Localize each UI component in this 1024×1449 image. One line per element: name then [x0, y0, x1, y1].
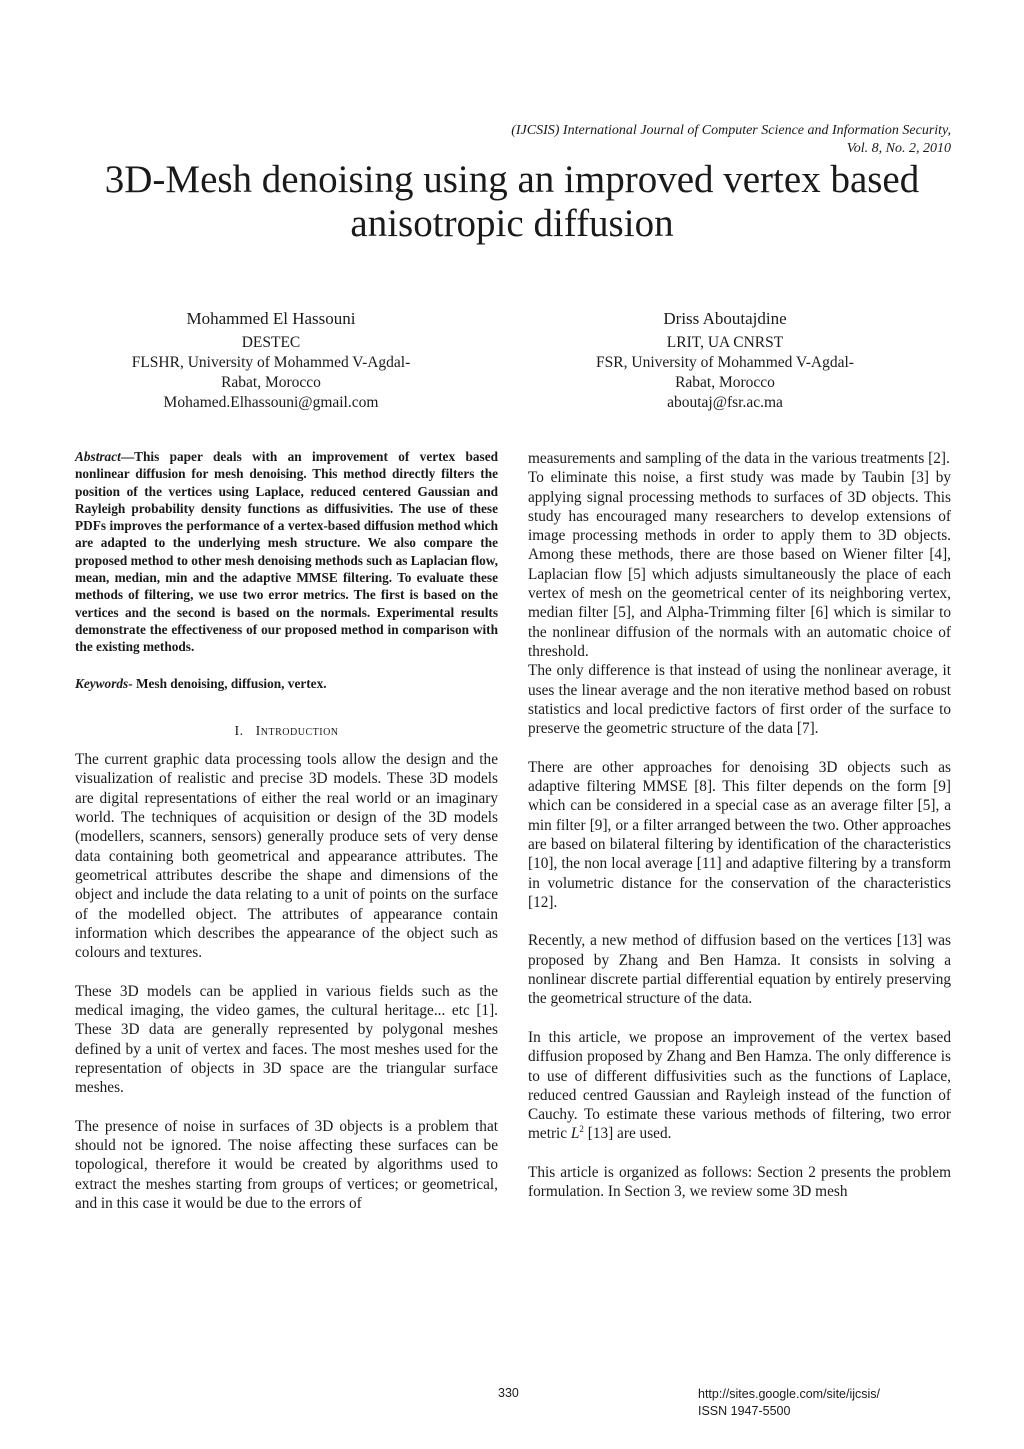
abstract-label: Abstract	[75, 449, 121, 464]
journal-url[interactable]: http://sites.google.com/site/ijcsis/	[698, 1387, 881, 1401]
paragraph-text: [13] are used.	[583, 1125, 672, 1143]
abstract-text: —This paper deals with an improvement of vertex based nonlinear diffusion for mesh denoising. This method directly filters the position of the vertices using Laplace, reduced centered Gaussian and Rayleigh probability density functions as diffusivities. The use of these PDFs improves the performance of a vertex-based diffusion method which are adapted to the underlying mesh structure. We also compare the proposed method to other mesh denoising methods such as Laplacian flow, mean, median, min and the adaptive MMSE filtering. To evaluate these methods of filtering, we use two error metrics. The first is based on the vertices and the second is based on the normals. Experimental results demonstrate the effectiveness of our proposed method in comparison with the existing methods.	[75, 449, 498, 655]
author-location: Rabat, Morocco	[221, 374, 321, 391]
section-heading-introduction	[75, 722, 498, 741]
paragraph: This article is organized as follows: Section 2 presents the problem formulation. In Section 3, we review some 3D mesh	[528, 1163, 951, 1201]
author-affiliation: FLSHR, University of Mohammed V-Agdal-	[131, 354, 411, 371]
paragraph	[528, 1028, 951, 1144]
paper-title-line2: anisotropic diffusion	[350, 202, 674, 245]
author-name: Mohammed El Hassouni	[186, 309, 356, 328]
author-location: Rabat, Morocco	[675, 374, 775, 391]
paragraph: Recently, a new method of diffusion based on the vertices [13] was proposed by Zhang and Ben Hamza. It consists in solving a nonlinear discrete partial differential equation by entirely preserving the geometrical structure of the data.	[528, 932, 951, 1008]
paragraph: There are other approaches for denoising 3D objects such as adaptive filtering MMSE [8]. This filter depends on the form [9] which can be considered in a special case as an average filter [5], a min filter [9], or a filter arranged between the two. Other approaches are based on bilateral filtering by identification of the characteristics [10], the non local average [11] and adaptive filtering by a transform in volumetric distance for the conservation of the characteristics [12].	[528, 758, 951, 911]
page-number: 330	[498, 1386, 519, 1400]
paragraph: The only difference is that instead of using the nonlinear average, it uses the linear average and the non iterative method based on robust statistics and local predictive factors of first order of the surface to preserve the geometric structure of the data [7].	[528, 662, 951, 738]
journal-header	[431, 122, 951, 158]
paper-title-line1: 3D-Mesh denoising using an improved vertex based	[104, 158, 920, 201]
keywords-label: Keywords	[75, 675, 129, 691]
issn: ISSN 1947-5500	[698, 1404, 791, 1418]
journal-name: (IJCSIS) International Journal of Computer Science and Information Security,	[511, 123, 951, 138]
paragraph: The current graphic data processing tools allow the design and the visualization of realistic and precise 3D models. These 3D models are digital representations of either the real world or an imaginary world. The techniques of acquisition or design of the 3D models (modellers, scanners, sensors) generally produce sets of very dense data containing both geometrical and appearance attributes. The geometrical attributes describe the shape and dimensions of the object and include the data relating to a unit of points on the surface of the modelled object. The attributes of appearance contain information which describes the appearance of the object such as colours and textures.	[75, 751, 498, 962]
paragraph: These 3D models can be applied in various fields such as the medical imaging, the video games, the cultural heritage... etc [1]. These 3D data are generally represented by polygonal meshes defined by a unit of vertex and faces. The most meshes used for the representation of objects in 3D space are the triangular surface meshes.	[75, 982, 498, 1097]
keywords	[75, 675, 498, 692]
paper-title	[40, 158, 984, 246]
author-name: Driss Aboutajdine	[663, 309, 787, 328]
author-department: DESTEC	[241, 334, 301, 351]
abstract	[75, 448, 498, 656]
section-number: I.	[234, 723, 244, 739]
journal-volume: Vol. 8, No. 2, 2010	[846, 141, 951, 156]
author-department: LRIT, UA CNRST	[666, 334, 784, 351]
math-superscript: 2	[579, 1124, 584, 1135]
author-affiliation: FSR, University of Mohammed V-Agdal-	[596, 354, 854, 371]
left-column	[75, 448, 498, 1213]
author-email: Mohamed.Elhassouni@gmail.com	[163, 394, 379, 411]
keywords-text: - Mesh denoising, diffusion, vertex.	[128, 675, 327, 691]
paragraph: To eliminate this noise, a first study was made by Taubin [3] by applying signal processing methods to surfaces of 3D objects. This study has encouraged many researchers to develop extensions of image processing methods in order to apply them to 3D objects. Among these methods, there are those based on Wiener filter [4], Laplacian flow [5] which adjusts simultaneously the place of each vertex of mesh on the geometrical center of its neighboring vertex, median filter [5], and Alpha-Trimming filter [6] which is similar to the nonlinear diffusion of the normals with an automatic choice of threshold.	[528, 469, 951, 660]
author-email: aboutaj@fsr.ac.ma	[667, 394, 783, 411]
author-block-2	[545, 308, 905, 413]
right-column	[528, 449, 951, 1202]
math-l: L	[570, 1125, 580, 1143]
paragraph-text: In this article, we propose an improvement of the vertex based diffusion proposed by Zhang and Ben Hamza. The only difference is to use of different diffusivities such as the functions of Laplace, reduced centred Gaussian and Rayleigh instead of the function of Cauchy. To estimate these various methods of filtering, two error metric	[528, 1028, 951, 1143]
footer-info	[698, 1386, 880, 1420]
section-title: Introduction	[255, 723, 339, 739]
paragraph: measurements and sampling of the data in the various treatments [2].	[528, 450, 950, 467]
paragraph: The presence of noise in surfaces of 3D objects is a problem that should not be ignored. The noise affecting these surfaces can be topological, therefore it would be created by algorithms used to extract the meshes starting from groups of vertices; or geometrical, and in this case it would be due to the errors of	[75, 1117, 498, 1212]
author-block-1	[91, 308, 451, 413]
